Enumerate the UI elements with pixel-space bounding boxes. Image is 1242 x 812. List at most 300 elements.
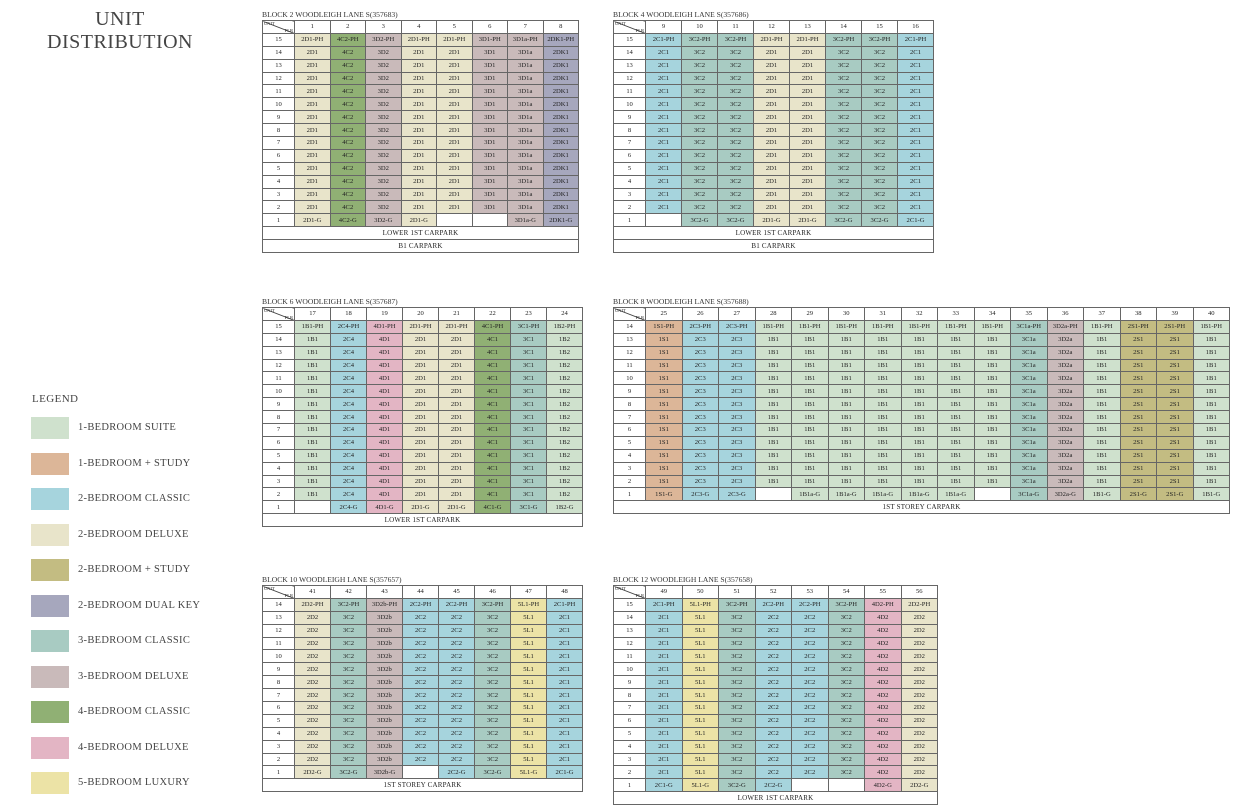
unit-cell: 1B1 [295,346,331,359]
floor-number: 3 [614,753,646,766]
unit-cell: 3D2b [367,727,403,740]
unit-cell: 1B1 [792,475,829,488]
unit-cell: 4D1 [367,436,403,449]
unit-cell: 2D1-G [790,214,826,227]
unit-number: 42 [331,586,367,599]
unit-cell: 1B2 [547,372,583,385]
unit-label: UNIT [615,308,626,313]
unit-cell: 3C2 [682,175,718,188]
unit-cell: 4D2-PH [865,598,902,611]
unit-cell: 1B1 [1193,359,1230,372]
floor-number: 14 [614,46,646,59]
unit-cell: 2C2-PH [755,598,792,611]
floor-number: 13 [614,333,646,346]
unit-cell: 2D1 [403,385,439,398]
unit-cell: 3D1 [472,175,508,188]
floor-row [263,501,583,514]
floor-number: 1 [263,214,295,227]
unit-cell: 2C1-G [898,214,934,227]
unit-cell: 3D2a [1047,475,1084,488]
unit-cell: 4C2 [330,72,366,85]
floor-number: 14 [614,611,646,624]
unit-floor-corner [614,308,646,321]
unit-cell: 3D1a [508,72,544,85]
floor-row [263,320,583,333]
carpark-label: B1 CARPARK [614,240,934,253]
unit-cell: 3C2 [475,753,511,766]
unit-cell: 2D1 [439,488,475,501]
legend-label: 3-BEDROOM DELUXE [78,670,189,682]
unit-cell: 3C2 [718,149,754,162]
unit-cell: 2D1-G [401,214,437,227]
unit-cell: 3D1 [472,72,508,85]
legend-item [31,595,200,631]
unit-cell: 3C1a [1011,449,1048,462]
unit-cell: 4D1 [367,462,403,475]
floor-number: 13 [614,59,646,72]
unit-cell: 3D2a [1047,333,1084,346]
unit-cell: 2C1 [646,175,682,188]
unit-cell: 4D1 [367,488,403,501]
unit-cell: 2C4 [331,475,367,488]
unit-cell: 3C2 [331,714,367,727]
unit-cell: 1B1 [938,359,975,372]
unit-cell: 1B1 [865,372,902,385]
unit-cell: 2S1 [1120,346,1157,359]
unit-cell: 2D1 [439,449,475,462]
unit-cell: 3D1a [508,85,544,98]
unit-cell: 3C1a-G [1011,488,1048,501]
unit-cell: 2D1 [790,72,826,85]
carpark-label: B1 CARPARK [263,240,579,253]
unit-number: 10 [682,21,718,34]
unit-grid [262,585,583,792]
unit-cell: 5L1 [511,727,547,740]
unit-grid [262,307,583,527]
unit-cell: 2C3 [719,372,756,385]
unit-cell: 2D1 [295,188,331,201]
floor-row [614,320,1230,333]
unit-cell: 1B1a-G [865,488,902,501]
unit-cell: 3C2 [475,663,511,676]
unit-cell: 2C3 [719,385,756,398]
unit-cell: 3C2 [718,188,754,201]
unit-cell: 2D1 [439,462,475,475]
unit-cell: 4C2-G [330,214,366,227]
unit-cell: 1B2 [547,359,583,372]
unit-cell: 2C4-G [331,501,367,514]
unit-cell: 1B1 [938,372,975,385]
unit-cell: 2D1 [754,149,790,162]
unit-cell: 1B1 [938,462,975,475]
unit-cell: 2C2 [439,624,475,637]
unit-cell: 3D1 [472,98,508,111]
unit-cell: 2DK1 [543,162,579,175]
floor-number: 5 [614,162,646,175]
unit-cell: 2C2 [755,650,792,663]
unit-cell: 1S1 [646,475,683,488]
unit-cell: 1B2 [547,462,583,475]
unit-cell: 2C1 [646,689,683,702]
floor-number: 5 [614,727,646,740]
floor-number: 2 [614,766,646,779]
unit-cell: 4C1 [475,462,511,475]
empty-cell [974,488,1011,501]
unit-cell: 2C2 [755,689,792,702]
unit-cell: 2C3 [719,449,756,462]
unit-number: 44 [403,586,439,599]
carpark-row [263,779,583,792]
unit-cell: 5L1 [682,637,719,650]
unit-grid [262,20,579,253]
unit-cell: 2C1 [646,611,683,624]
header-row [263,586,583,599]
unit-cell: 2D2 [901,714,938,727]
carpark-label: LOWER 1ST CARPARK [263,227,579,240]
floor-number: 10 [263,98,295,111]
unit-cell: 2C1-PH [547,598,583,611]
unit-cell: 4C2 [330,162,366,175]
unit-cell: 2DK1 [543,85,579,98]
unit-cell: 2C1 [646,753,683,766]
unit-cell: 2D1 [401,72,437,85]
floor-row [614,33,934,46]
unit-cell: 3C2 [475,714,511,727]
unit-cell: 2C2 [755,766,792,779]
unit-cell: 1B1 [1084,424,1121,437]
unit-cell: 4D2 [865,637,902,650]
unit-cell: 4C2 [330,137,366,150]
unit-cell: 2C2 [755,663,792,676]
unit-cell: 3C2 [828,714,865,727]
unit-cell: 2D2 [901,663,938,676]
unit-cell: 2C1 [646,59,682,72]
floor-row [614,676,938,689]
unit-cell: 3C1 [511,333,547,346]
unit-cell: 3C2 [718,124,754,137]
unit-cell: 3C2 [719,663,756,676]
unit-cell: 2D1 [439,436,475,449]
unit-cell: 3C2 [826,46,862,59]
unit-grid [613,585,938,805]
unit-cell: 2S1 [1120,385,1157,398]
floor-row [614,740,938,753]
unit-cell: 2C3 [682,398,719,411]
unit-cell: 5L1 [682,714,719,727]
floor-row [263,449,583,462]
unit-cell: 3D2b [367,611,403,624]
legend-item [31,559,200,595]
unit-cell: 2D1 [403,398,439,411]
unit-cell: 3D1a [508,111,544,124]
unit-cell: 2C1 [646,650,683,663]
unit-cell: 2C1 [898,175,934,188]
unit-cell: 2D2 [901,676,938,689]
unit-cell: 3C2 [475,727,511,740]
floor-number: 15 [614,33,646,46]
unit-cell: 2C2-PH [439,598,475,611]
unit-cell: 2C1 [646,137,682,150]
unit-cell: 3C2 [331,740,367,753]
unit-cell: 1S1 [646,333,683,346]
unit-cell: 1B1a-G [792,488,829,501]
unit-cell: 1B1 [938,424,975,437]
unit-cell: 3C2 [718,137,754,150]
unit-cell: 2D1 [437,162,473,175]
unit-cell: 3C2 [719,753,756,766]
unit-cell: 2D1 [401,59,437,72]
unit-cell: 5L1 [682,740,719,753]
floor-number: 1 [614,488,646,501]
unit-cell: 1B1 [792,372,829,385]
unit-cell: 3C2 [826,137,862,150]
unit-cell: 2C2 [792,689,829,702]
unit-number: 29 [792,308,829,321]
floor-number: 15 [263,320,295,333]
unit-cell: 2D2 [901,727,938,740]
unit-cell: 4C2 [330,98,366,111]
unit-cell: 4C2 [330,201,366,214]
floor-row [614,137,934,150]
floor-number: 4 [263,175,295,188]
unit-cell: 3C2 [826,85,862,98]
unit-cell: 2D1 [439,411,475,424]
unit-cell: 2D1 [437,149,473,162]
unit-cell: 3C1-G [511,501,547,514]
unit-cell: 2D1 [439,372,475,385]
unit-cell: 3C2 [718,162,754,175]
unit-cell: 4D1 [367,475,403,488]
unit-cell: 4C2 [330,59,366,72]
unit-cell: 2D1 [754,201,790,214]
floor-number: 3 [263,188,295,201]
legend-swatch [31,488,69,510]
unit-cell: 4C2 [330,175,366,188]
floor-number: 3 [614,462,646,475]
unit-cell: 4C2-PH [330,33,366,46]
carpark-row [614,240,934,253]
unit-cell: 2C2 [792,702,829,715]
unit-cell: 2DK1 [543,149,579,162]
floor-row [614,188,934,201]
unit-cell: 2D1 [295,149,331,162]
unit-cell: 2C2-PH [792,598,829,611]
unit-cell: 3C2-G [682,214,718,227]
floor-number: 4 [614,175,646,188]
unit-cell: 1B1 [938,436,975,449]
unit-cell: 3D2b [367,624,403,637]
unit-cell: 2D1 [403,333,439,346]
unit-cell: 1B1 [1193,411,1230,424]
unit-cell: 2D2-PH [901,598,938,611]
unit-cell: 1B2 [547,385,583,398]
unit-cell: 3C1a [1011,475,1048,488]
unit-cell: 2D2 [295,637,331,650]
unit-cell: 2S1 [1157,436,1194,449]
unit-cell: 4C1 [475,398,511,411]
unit-cell: 2C1 [898,59,934,72]
floor-row [614,85,934,98]
unit-cell: 1S1 [646,398,683,411]
unit-cell: 2D1 [295,59,331,72]
unit-cell: 1B2-PH [547,320,583,333]
floor-row [614,372,1230,385]
carpark-label: LOWER 1ST CARPARK [614,227,934,240]
unit-cell: 3C2 [719,714,756,727]
block-title: BLOCK 2 WOODLEIGH LANE S(357683) [262,10,398,19]
unit-cell: 2D1 [439,398,475,411]
unit-cell: 2D2-G [295,766,331,779]
unit-cell: 2C3 [682,385,719,398]
floor-row [614,689,938,702]
unit-cell: 2C3-G [682,488,719,501]
unit-cell: 1B1 [901,449,938,462]
unit-cell: 3D1a [508,162,544,175]
unit-cell: 2D2 [901,766,938,779]
unit-cell: 1B1 [865,385,902,398]
header-row [614,308,1230,321]
unit-cell: 1B1 [295,372,331,385]
floor-number: 11 [614,359,646,372]
floor-row [614,663,938,676]
unit-cell: 2DK1 [543,124,579,137]
unit-cell: 3C1a [1011,424,1048,437]
unit-cell: 4C2 [330,46,366,59]
unit-cell: 3C2 [719,611,756,624]
floor-row [263,188,579,201]
unit-number: 22 [475,308,511,321]
unit-number: 40 [1193,308,1230,321]
unit-cell: 3C2 [682,98,718,111]
floor-row [263,85,579,98]
unit-cell: 5L1 [511,740,547,753]
unit-label: UNIT [264,21,275,26]
unit-cell: 2D1 [401,124,437,137]
unit-number: 39 [1157,308,1194,321]
unit-cell: 1B1 [828,462,865,475]
unit-cell: 3C2 [719,637,756,650]
unit-cell: 2C4-PH [331,320,367,333]
unit-cell: 3C2 [475,650,511,663]
unit-cell: 2C2 [439,740,475,753]
unit-cell: 2S1 [1120,462,1157,475]
unit-cell: 2D1 [403,449,439,462]
floor-number: 14 [263,333,295,346]
unit-cell: 2C2 [439,714,475,727]
unit-cell: 2D1 [790,149,826,162]
unit-cell: 3D1 [472,149,508,162]
unit-cell: 1B1 [901,359,938,372]
unit-cell: 3C1 [511,436,547,449]
unit-cell: 2D1-PH [295,33,331,46]
unit-cell: 2C1 [646,727,683,740]
unit-cell: 4C1 [475,359,511,372]
unit-number: 8 [543,21,579,34]
unit-cell: 3C1 [511,372,547,385]
unit-cell: 1S1 [646,359,683,372]
floor-row [263,598,583,611]
floor-row [614,46,934,59]
unit-cell: 5L1 [682,689,719,702]
floor-number: 2 [614,475,646,488]
unit-cell: 4D1-G [367,501,403,514]
unit-cell: 3D2b [367,637,403,650]
unit-cell: 2C2 [439,676,475,689]
unit-cell: 2S1 [1120,333,1157,346]
unit-number: 4 [401,21,437,34]
legend-swatch [31,701,69,723]
unit-cell: 2C3 [719,462,756,475]
floor-row [263,162,579,175]
unit-cell: 3C2 [682,85,718,98]
unit-cell: 3C2-G [826,214,862,227]
unit-cell: 2C4 [331,398,367,411]
unit-number: 37 [1084,308,1121,321]
unit-cell: 4C1 [475,488,511,501]
empty-cell [828,779,865,792]
carpark-row [614,227,934,240]
unit-cell: 2D1 [403,488,439,501]
unit-cell: 4D1 [367,359,403,372]
unit-cell: 4C1 [475,372,511,385]
unit-cell: 3C2 [719,740,756,753]
unit-number: 56 [901,586,938,599]
carpark-row [263,514,583,527]
unit-cell: 3C1a [1011,462,1048,475]
unit-cell: 3C2 [828,753,865,766]
unit-cell: 3C2-PH [828,598,865,611]
unit-cell: 5L1 [511,753,547,766]
unit-cell: 2C2 [439,650,475,663]
floor-number: 8 [614,124,646,137]
unit-number: 11 [718,21,754,34]
legend-item [31,630,200,666]
unit-cell: 1B1 [974,411,1011,424]
unit-cell: 4C1 [475,333,511,346]
floor-number: 4 [263,727,295,740]
floor-number: 6 [263,436,295,449]
unit-cell: 2C1 [547,611,583,624]
unit-cell: 1B1 [901,385,938,398]
floor-number: 6 [263,702,295,715]
unit-number: 19 [367,308,403,321]
unit-cell: 2C3-G [719,488,756,501]
floor-label: FLR [635,314,644,320]
floor-number: 12 [263,624,295,637]
unit-cell: 3D1 [472,59,508,72]
unit-cell: 3D2a [1047,436,1084,449]
unit-cell: 4D2-G [865,779,902,792]
unit-cell: 1B1 [295,475,331,488]
unit-cell: 2C2 [792,766,829,779]
unit-cell: 2D1 [439,346,475,359]
unit-cell: 3D2b [367,740,403,753]
unit-cell: 1B1 [865,462,902,475]
unit-cell: 1B1 [1084,462,1121,475]
unit-cell: 2D1-G [403,501,439,514]
unit-cell: 3D2a [1047,398,1084,411]
unit-cell: 2C1 [898,98,934,111]
empty-cell [437,214,473,227]
unit-cell: 1B1 [974,449,1011,462]
unit-cell: 4C2 [330,85,366,98]
unit-cell: 2C4 [331,372,367,385]
unit-cell: 3D2 [366,162,402,175]
unit-cell: 2S1 [1120,411,1157,424]
unit-number: 25 [646,308,683,321]
unit-cell: 4C2 [330,124,366,137]
unit-cell: 1B1 [1084,436,1121,449]
